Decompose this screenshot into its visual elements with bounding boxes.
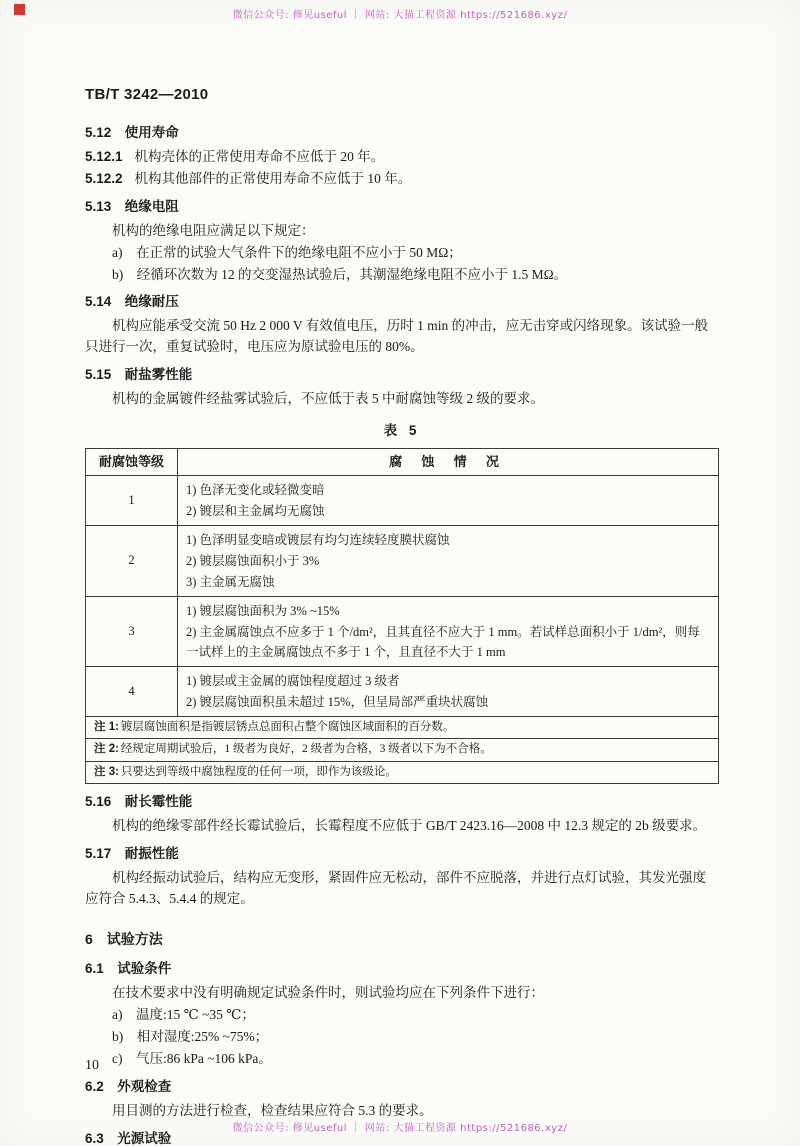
description-line: 1) 镀层或主金属的腐蚀程度超过 3 级者 [186, 674, 400, 689]
list-item: b) 经循环次数为 12 的交变湿热试验后，其潮湿绝缘电阻不应小于 1.5 MΩ。 [112, 266, 568, 282]
section-heading: 6.2 外观检查 [85, 1078, 172, 1094]
description-line: 3) 主金属无腐蚀 [186, 575, 275, 590]
list-item: a) 在正常的试验大气条件下的绝缘电阻不应小于 50 MΩ； [112, 244, 462, 260]
section-heading: 5.16 耐长霉性能 [85, 793, 193, 809]
description-line: 1) 镀层腐蚀面积为 3% ~15% [186, 604, 340, 619]
grade-cell: 3 [86, 597, 178, 667]
note-cell [86, 717, 719, 739]
note-text: 经规定周期试验后，1 级者为良好，2 级者为合格，3 级者以下为不合格。 [120, 743, 492, 756]
description-line: 2) 镀层腐蚀面积虽未超过 15%，但呈局部严重块状腐蚀 [186, 695, 489, 710]
table-note-row [86, 739, 719, 761]
corrosion-description-cell [178, 667, 719, 717]
clause-text: 机构其他部件的正常使用寿命不应低于 10 年。 [134, 170, 412, 186]
description-line: 1) 色泽明显变暗或镀层有均匀连续轻度膜状腐蚀 [186, 533, 450, 548]
section-heading: 5.14 绝缘耐压 [85, 294, 179, 310]
list-item: a) 温度:15 ℃ ~35 ℃； [112, 1007, 255, 1023]
page-number: 10 [85, 1058, 99, 1073]
section-heading: 5.15 耐盐雾性能 [85, 367, 193, 383]
grade-cell: 2 [86, 526, 178, 597]
note-text: 镀层腐蚀面积是指镀层锈点总面积占整个腐蚀区域面积的百分数。 [120, 721, 455, 734]
paragraph: 机构的绝缘电阻应满足以下规定： [112, 222, 315, 238]
document-content [85, 116, 719, 1146]
corrosion-description-cell [178, 476, 719, 526]
clause-text: 机构壳体的正常使用寿命不应低于 20 年。 [134, 148, 385, 164]
description-line: 2) 镀层和主金属均无腐蚀 [186, 504, 325, 519]
list-item: b) 相对湿度:25% ~75%； [112, 1028, 269, 1044]
watermark-bottom: 微信公众号: 修见useful ｜ 网站: 大猫工程资源 https://521686.xyz/ [232, 1123, 568, 1134]
description-line: 2) 镀层腐蚀面积小于 3% [186, 554, 320, 569]
description-line: 1) 色泽无变化或轻微变暗 [186, 483, 325, 498]
note-cell [86, 739, 719, 761]
paragraph: 机构经振动试验后，结构应无变形，紧固件应无松动，部件不应脱落，并进行点灯试验，其发光强度应符合 5.4.3、5.4.4 的规定。 [85, 869, 706, 906]
table-row [86, 667, 719, 717]
paragraph: 机构的绝缘零部件经长霉试验后，长霉程度不应低于 GB/T 2423.16—2008 中 12.3 规定的 2b 级要求。 [112, 817, 707, 833]
grade-cell: 1 [86, 476, 178, 526]
description-line: 2) 主金属腐蚀点不应多于 1 个/dm²，且其直径不应大于 1 mm。若试样总面积小于 1/dm²，则每一试样上的主金属腐蚀点不多于 1 个，且直径不大于 1 mm [186, 625, 700, 660]
section-heading: 5.12 使用寿命 [85, 125, 179, 140]
watermark-top: 微信公众号: 修见useful ｜ 网站: 大猫工程资源 https://521686.xyz/ [232, 10, 568, 21]
section-heading: 5.13 绝缘电阻 [85, 198, 179, 214]
section-heading: 6.1 试验条件 [85, 961, 172, 977]
note-label: 注 2: [94, 743, 119, 756]
paragraph: 机构应能承受交流 50 Hz 2 000 V 有效值电压，历时 1 min 的冲击，应无击穿或闪络现象。该试验一般只进行一次，重复试验时，电压应为原试验电压的 80%。 [85, 318, 709, 355]
note-label: 注 3: [94, 765, 119, 778]
table-caption: 表 5 [383, 423, 421, 439]
paragraph: 在技术要求中没有明确规定试验条件时，则试验均应在下列条件下进行： [112, 985, 544, 1001]
table-note-row [86, 761, 719, 783]
corrosion-description-cell [178, 526, 719, 597]
table-row [86, 597, 719, 667]
corrosion-grade-table [85, 448, 719, 784]
corrosion-description-cell [178, 597, 719, 667]
paragraph: 机构的金属镀件经盐雾试验后，不应低于表 5 中耐腐蚀等级 2 级的要求。 [112, 391, 544, 407]
table-row [86, 476, 719, 526]
table-row [86, 526, 719, 597]
table-note-row [86, 717, 719, 739]
table-column-header: 耐腐蚀等级 [86, 448, 178, 475]
doc-number: TB/T 3242—2010 [85, 86, 209, 103]
paragraph: 用目测的方法进行检查，检查结果应符合 5.3 的要求。 [112, 1102, 433, 1118]
clause-number: 5.12.2 [85, 170, 123, 186]
section-heading: 6.3 光源试验 [85, 1130, 172, 1146]
table-column-header: 腐 蚀 情 况 [178, 448, 719, 475]
list-item: c) 气压:86 kPa ~106 kPa。 [112, 1050, 272, 1066]
chapter-heading: 6 试验方法 [85, 931, 163, 948]
note-cell [86, 761, 719, 783]
grade-cell: 4 [86, 667, 178, 717]
clause-paragraph [85, 147, 719, 168]
note-label: 注 1: [94, 721, 119, 734]
clause-paragraph [85, 169, 719, 190]
section-heading: 5.17 耐振性能 [85, 845, 179, 861]
clause-number: 5.12.1 [85, 148, 123, 164]
note-text: 只要达到等级中腐蚀程度的任何一项，即作为该级论。 [120, 765, 397, 778]
table-header-row [86, 448, 719, 475]
